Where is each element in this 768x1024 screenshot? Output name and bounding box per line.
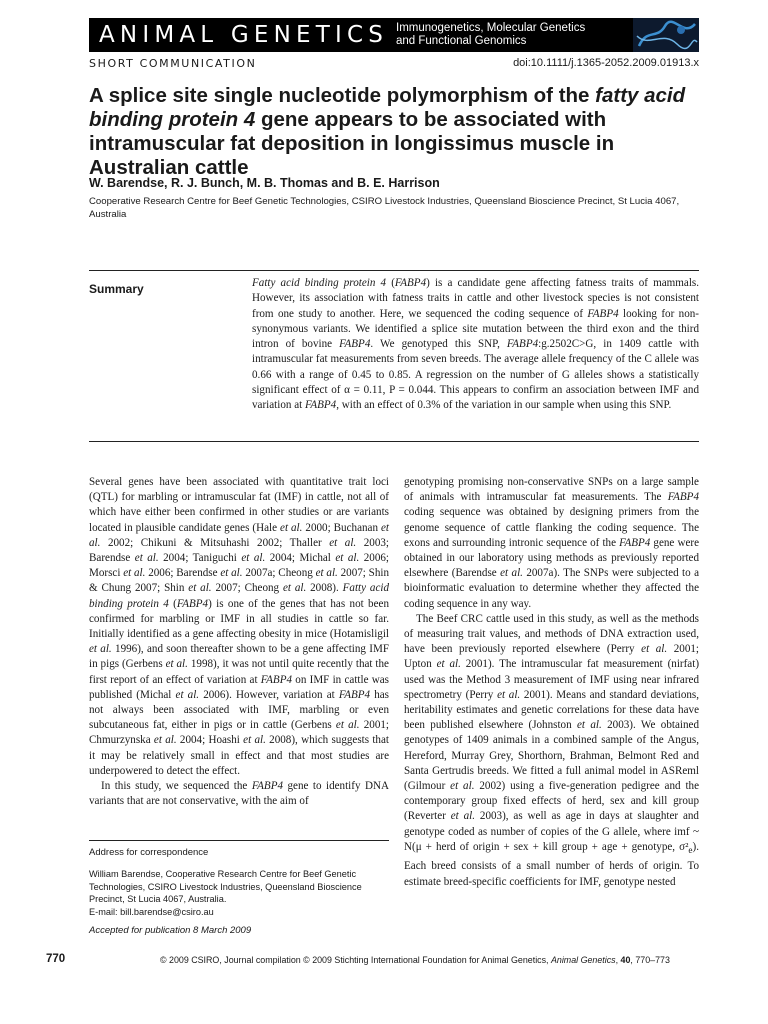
accepted-date: Accepted for publication 8 March 2009 bbox=[89, 925, 252, 936]
journal-subtitle-line1: Immunogenetics, Molecular Genetics bbox=[396, 22, 586, 34]
section-label: SHORT COMMUNICATION bbox=[89, 57, 257, 70]
paragraph: The Beef CRC cattle used in this study, as well as the methods of measuring trait values, and methods of DNA extraction used, have been previously reported elsewhere (Perry et al. 2001; Upton et al. 2001). The intramuscular fat measurement (nirfat) used was the Method 3 measurement of IMF using near infrared spectrometry (Perry et al. 2001). Means and standard deviations, heritability estimates and genetic correlations for these data have been published elsewhere (Johnston et al. 2003). We obtained genotypes of 1409 animals in a combined sample of the Angus, Hereford, Murray Grey, Shorthorn, Brahman, Belmont Red and Santa Gertrudis breeds. We fitted a full animal model in ASReml (Gilmour et al. 2002) using a five-generation pedigree and the contemporary group fixed effects of herd, sex and kill group (Reverter et al. 2003), as well as age in days at slaughter and genotype coded as number of copies of the G allele, where imf ~ N(μ + herd of origin + sex + kill group + age + genotype, $\sigma^2_e$). Each breed consists of a small number of herds of origin. To estimate breed-specific coefficients for IMF, genotype nested bbox=[404, 612, 700, 888]
correspondence-rule bbox=[89, 840, 389, 841]
correspondence-heading: Address for correspondence bbox=[89, 847, 209, 858]
doi[interactable]: doi:10.1111/j.1365-2052.2009.01913.x bbox=[513, 57, 699, 69]
paragraph: genotyping promising non-conservative SNPs on a large sample of animals with intramuscular fat measurements. The FABP4 coding sequence was obtained by designing primers from the genome sequence of cattle flanking the coding sequence. The exons and surrounding intronic sequence of the FABP4 gene were obtained in our laboratory using methods as previously reported elsewhere (Barendse et al. 2007a). The SNPs were subjected to a bioinformatic evaluation to determine whether they affected the coding sequence in any way. bbox=[404, 476, 699, 610]
journal-cover-art bbox=[633, 18, 699, 52]
article-title: A splice site single nucleotide polymorphism of the fatty acid binding protein 4 gene appears to be associated with intramuscular fat deposition in longissimus muscle in Australian cattle bbox=[89, 84, 686, 179]
summary-heading: Summary bbox=[89, 282, 144, 296]
page-number: 770 bbox=[46, 953, 66, 965]
correspondence-address: William Barendse, Cooperative Research Centre for Beef Genetic Technologies, CSIRO Livestock Industries, Queensland Bioscience Precinct, St Lucia 4067, Australia. E-mail: bill.barendse@csiro.au bbox=[89, 868, 389, 918]
journal-subtitle bbox=[396, 22, 585, 48]
journal-name: ANIMAL GENETICS bbox=[99, 22, 389, 48]
journal-banner bbox=[89, 18, 699, 52]
body-column-left bbox=[89, 475, 389, 809]
summary-bottom-rule bbox=[89, 441, 699, 442]
copyright-footer: © 2009 CSIRO, Journal compilation © 2009 Stichting International Foundation for Animal Genetics, Animal Genetics, 40, 770–773 bbox=[160, 955, 670, 965]
summary-text: Fatty acid binding protein 4 (FABP4) is a candidate gene affecting fatness traits of mammals. However, its association with fatness traits in cattle and other livestock species is not consistent from one study to another. Here, we sequenced the coding sequence of FABP4 looking for non-synonymous variants. We identified a splice site mutation between the third exon and the third intron of bovine FABP4. We genotyped this SNP, FABP4:g.2502C>G, in 1409 cattle with intramuscular fat measurements from seven breeds. The average allele frequency of the C allele was 0.66 with a range of 0.45 to 0.85. A regression on the number of G alleles shows a statistically significant effect of α = 0.11, P = 0.044. This appears to confirm an association between IMF and variation at FABP4, with an effect of 0.3% of the variation in our sample when using this SNP. bbox=[252, 277, 700, 412]
journal-subtitle-line2: and Functional Genomics bbox=[396, 35, 527, 47]
body-column-right bbox=[404, 475, 699, 890]
paragraph: In this study, we sequenced the FABP4 gene to identify DNA variants that are not conservative, with the aim of bbox=[89, 780, 389, 808]
authors: W. Barendse, R. J. Bunch, M. B. Thomas and B. E. Harrison bbox=[89, 176, 440, 190]
summary-top-rule bbox=[89, 270, 699, 271]
paragraph: Several genes have been associated with quantitative trait loci (QTL) for marbling or intramuscular fat (IMF) in cattle, not all of which have either been confirmed in other studies or are variants located in plausible candidate genes (Hale et al. 2000; Buchanan et al. 2002; Chikuni & Mitsuhashi 2002; Thaller et al. 2003; Barendse et al. 2004; Taniguchi et al. 2004; Michal et al. 2006; Morsci et al. 2006; Barendse et al. 2007a; Cheong et al. 2007; Shin & Chung 2007; Shin et al. 2007; Cheong et al. 2008). Fatty acid binding protein 4 (FABP4) is one of the genes that has not been confirmed for marbling or IMF in all studies in cattle so far. Initially identified as a gene affecting obesity in mice (Hotamisligil et al. 1996), and soon thereafter shown to be a gene affecting IMF in pigs (Gerbens et al. 1998), it was not until quite recently that the first report of an effect of variation at FABP4 on IMF in cattle was published (Michal et al. 2006). However, variation at FABP4 has not always been associated with IMF, marbling or even subcutaneous fat, either in pigs or in cattle (Gerbens et al. 2001; Chmurzynska et al. 2004; Hoashi et al. 2008), which suggests that it may be relatively small in effect and that most studies are underpowered to detect the effect. bbox=[89, 476, 390, 777]
correspondence-email[interactable]: E-mail: bill.barendse@csiro.au bbox=[89, 906, 214, 917]
affiliation: Cooperative Research Centre for Beef Genetic Technologies, CSIRO Livestock Industries, Queensland Bioscience Precinct, St Lucia 4067, Australia bbox=[89, 196, 680, 220]
